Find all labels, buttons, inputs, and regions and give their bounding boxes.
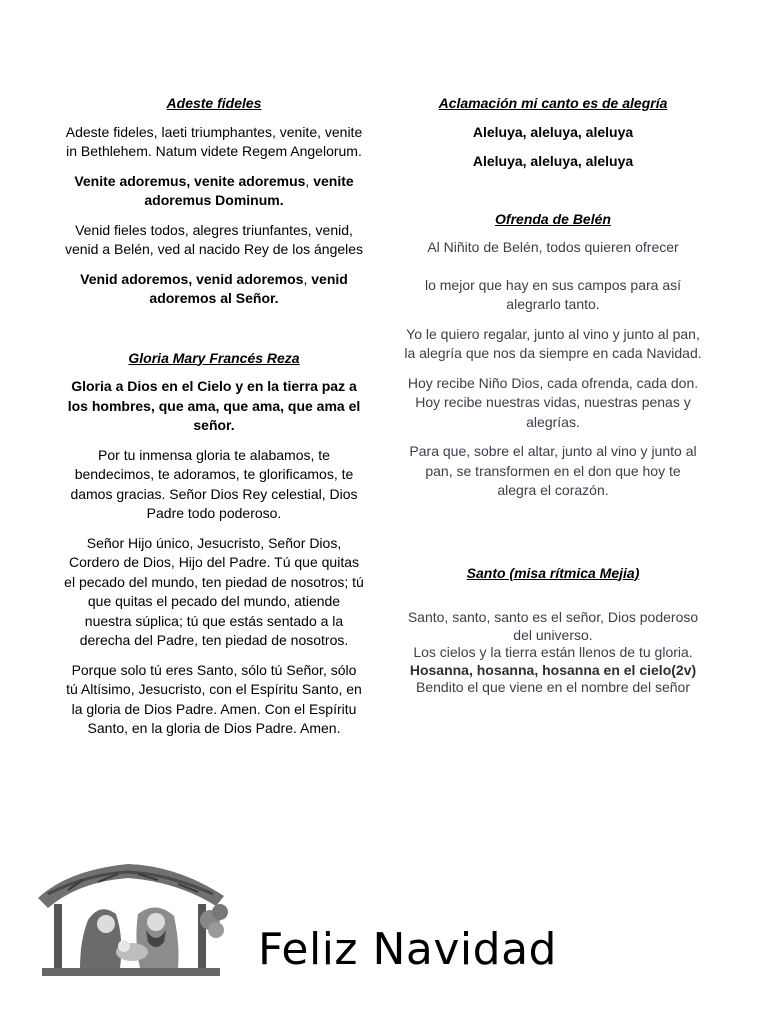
song-title-gloria: Gloria Mary Francés Reza	[128, 349, 300, 366]
aleluya-line-2: Aleluya, aleluya, aleluya	[472, 153, 634, 169]
ofrenda-line-4b: Hoy recibe nuestras vidas, nuestras penas y alegrías.	[415, 394, 691, 430]
gloria-paragraph-3: Señor Hijo único, Jesucristo, Señor Dios, Cordero de Dios, Hijo del Padre. Tú que quitas el pecado del mundo, ten piedad de nosotros; tú que quitas el pecado del mundo, atiende nuestra súplica; tú que estás sentado a la derecha del Padre, ten piedad de nosotros.	[64, 534, 364, 648]
gloria-refrain: Gloria a Dios en el Cielo y en la tierra paz a los hombres, que ama, que ama, que ama el señor.	[67, 378, 361, 433]
song-title-adeste-fideles: Adeste fideles	[166, 95, 262, 111]
santo-lyrics	[404, 609, 702, 697]
song-title-aclamacion: Aclamación mi canto es de alegría	[438, 95, 668, 111]
gloria-paragraph-4: Porque solo tú eres Santo, sólo tú Señor, sólo tú Altísimo, Jesucristo, con el Espíritu Santo, en la gloria de Dios Padre. Amen. Con el Espíritu Santo, en la gloria de Dios Padre. Amen.	[66, 661, 362, 736]
adeste-paragraph-1: Adeste fideles, laeti triumphantes, venite, venite in Bethlehem. Natum videte Regem Angelorum.	[65, 123, 363, 159]
adeste-chorus-spanish: Venid adoremos, venid adoremos, venid adoremos al Señor.	[80, 270, 348, 306]
nativity-scene-icon	[28, 860, 228, 980]
aleluya-line-1: Aleluya, aleluya, aleluya	[472, 123, 634, 140]
santo-line-1: Santo, santo, santo es el señor, Dios poderoso del universo.	[407, 609, 699, 643]
ofrenda-line-2: lo mejor que hay en sus campos para así alegrarlo tanto.	[424, 276, 682, 312]
gloria-paragraph-2: Por tu inmensa gloria te alabamos, te bendecimos, te adoramos, te glorificamos, te damos gracias. Señor Dios Rey celestial, Dios Padre todo poderoso.	[70, 446, 358, 521]
song-title-santo: Santo (misa rítmica Mejia)	[466, 564, 640, 581]
adeste-chorus-latin: Venite adoremus, venite adoremus, venite adoremus Dominum.	[74, 172, 354, 208]
right-column	[404, 94, 702, 697]
ofrenda-line-3a: Yo le quiero regalar, junto al vino y junto al pan,	[406, 325, 700, 342]
santo-line-3: Hosanna, hosanna, hosanna en el cielo(2v)	[409, 661, 697, 678]
left-column	[64, 94, 364, 739]
ofrenda-line-3b: la alegría que nos da siempre en cada Navidad.	[404, 345, 702, 361]
song-title-ofrenda: Ofrenda de Belén	[495, 210, 611, 227]
santo-line-4: Bendito el que viene en el nombre del señor	[416, 679, 690, 695]
ofrenda-line-1: Al Niñito de Belén, todos quieren ofrecer	[427, 239, 679, 255]
ofrenda-line-5: Para que, sobre el altar, junto al vino y junto al pan, se transformen en el don que hoy te alegra el corazón.	[409, 443, 697, 498]
feliz-navidad-greeting: Feliz Navidad	[258, 924, 557, 975]
ofrenda-line-4a: Hoy recibe Niño Dios, cada ofrenda, cada don.	[407, 374, 699, 391]
adeste-paragraph-spanish: Venid fieles todos, alegres triunfantes, venid, venid a Belén, ved al nacido Rey de los ángeles	[64, 221, 364, 257]
santo-line-2: Los cielos y la tierra están llenos de tu gloria.	[413, 644, 693, 660]
